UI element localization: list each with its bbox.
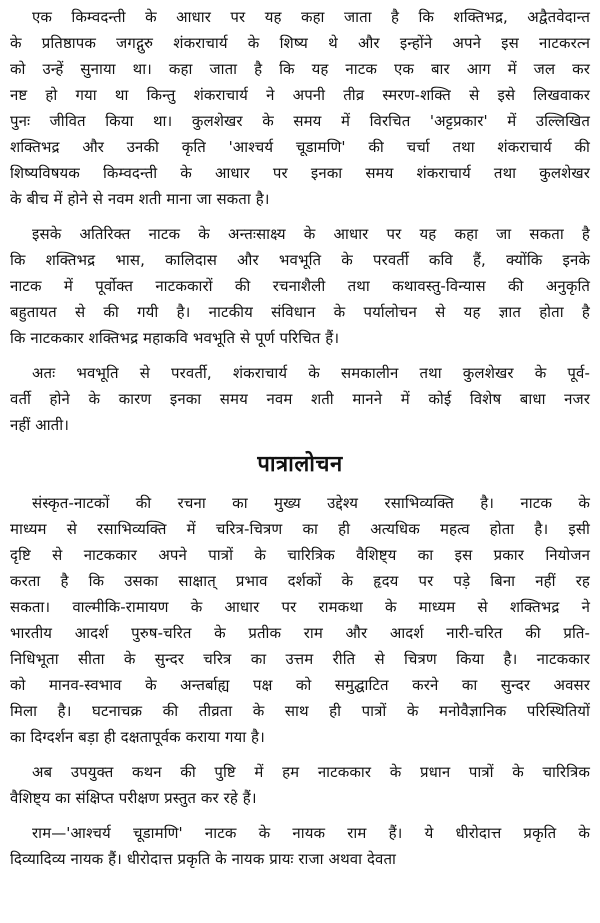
text-line: कि नाटककार शक्तिभद्र महाकवि भवभूति से पूर्ण परिचित हैं। bbox=[10, 329, 340, 347]
text-line: अब उपयुक्त कथन की पुष्टि में हम नाटककार के प्रधान पात्रों के चारित्रिक bbox=[32, 763, 590, 781]
text-line: को उन्हें सुनाया था। कहा जाता है कि यह नाटक एक बार आग में जल कर bbox=[10, 60, 590, 78]
text-line: कि शक्तिभद्र भास, कालिदास और भवभूति के परवर्ती कवि हैं, क्योंकि इनके bbox=[10, 251, 590, 269]
text-line: माध्यम से रसाभिव्यक्ति में चरित्र-चित्रण का ही अत्यधिक महत्व होता है। इसी bbox=[10, 520, 590, 538]
text-line: को मानव-स्वभाव के अन्तर्बाह्य पक्ष को समुद्घाटित करने का सुन्दर अवसर bbox=[10, 676, 590, 694]
text-line: करता है कि उसका साक्षात् प्रभाव दर्शकों के हृदय पर पड़े बिना नहीं रह bbox=[10, 572, 590, 590]
text-line: निधिभूता सीता के सुन्दर चरित्र का उत्तम रीति से चित्रण किया है। नाटककार bbox=[10, 650, 590, 668]
section-heading: पात्रालोचन bbox=[257, 452, 343, 477]
text-line: मिला है। घटनाचक्र की तीव्रता के साथ ही पात्रों के मनोवैज्ञानिक परिस्थितियों bbox=[10, 702, 590, 720]
text-line: राम—'आश्चर्य चूडामणि' नाटक के नायक राम हैं। ये धीरोदात्त प्रकृति के bbox=[32, 824, 590, 842]
text-line: शक्तिभद्र और उनकी कृति 'आश्चर्य चूडामणि' की चर्चा तथा शंकराचार्य की bbox=[10, 138, 590, 156]
text-line: भारतीय आदर्श पुरुष-चरित के प्रतीक राम और आदर्श नारी-चरित की प्रति- bbox=[10, 624, 590, 642]
text-line: एक किम्वदन्ती के आधार पर यह कहा जाता है कि शक्तिभद्र, अद्वैतवेदान्त bbox=[32, 8, 590, 26]
text-line: संस्कृत-नाटकों की रचना का मुख्य उद्देश्य रसाभिव्यक्ति है। नाटक के bbox=[32, 494, 590, 512]
analysis-paragraph bbox=[10, 490, 590, 750]
intro-paragraph bbox=[10, 4, 590, 212]
text-line: वैशिष्ट्य का संक्षिप्त परीक्षण प्रस्तुत कर रहे हैं। bbox=[10, 789, 257, 807]
text-line: दृष्टि से नाटककार अपने पात्रों के चारित्रिक वैशिष्ट्य का इस प्रकार नियोजन bbox=[10, 546, 590, 564]
character-analysis-section bbox=[10, 490, 590, 872]
text-line: दिव्यादिव्य नायक हैं। धीरोदात्त प्रकृति के नायक प्रायः राजा अथवा देवता bbox=[10, 850, 396, 868]
intro-section bbox=[10, 4, 590, 438]
text-line: का दिग्दर्शन बड़ा ही दक्षतापूर्वक कराया गया है। bbox=[10, 728, 265, 746]
text-line: इसके अतिरिक्त नाटक के अन्तःसाक्ष्य के आधार पर यह कहा जा सकता है bbox=[32, 225, 590, 243]
text-line: पुनः जीवित किया था। कुलशेखर के समय में विरचित 'अट्टप्रकार' में उल्लिखित bbox=[10, 112, 590, 130]
text-line: सकता। वाल्मीकि-रामायण के आधार पर रामकथा के माध्यम से शक्तिभद्र ने bbox=[10, 598, 590, 616]
intro-paragraph bbox=[10, 360, 590, 438]
text-line: नष्ट हो गया था किन्तु शंकराचार्य ने अपनी तीव्र स्मरण-शक्ति से इसे लिखवाकर bbox=[10, 86, 590, 104]
text-line: नहीं आती। bbox=[10, 416, 69, 434]
document-page bbox=[10, 4, 590, 881]
text-line: वर्ती होने के कारण इनका समय नवम शती मानने में कोई विशेष बाधा नजर bbox=[10, 390, 590, 408]
analysis-paragraph bbox=[10, 759, 590, 811]
text-line: बहुतायत से की गयी है। नाटकीय संविधान के पर्यालोचन से यह ज्ञात होता है bbox=[10, 303, 590, 321]
text-line: नाटक में पूर्वोक्त नाटककारों की रचनाशैली तथा कथावस्तु-विन्यास की अनुकृति bbox=[10, 277, 590, 295]
text-line: शिष्यविषयक किम्वदन्ती के आधार पर इनका समय शंकराचार्य तथा कुलशेखर bbox=[10, 164, 590, 182]
text-line: अतः भवभूति से परवर्ती, शंकराचार्य के समकालीन तथा कुलशेखर के पूर्व- bbox=[32, 364, 590, 382]
analysis-paragraph bbox=[10, 820, 590, 872]
text-line: के बीच में होने से नवम शती माना जा सकता है। bbox=[10, 190, 270, 208]
intro-paragraph bbox=[10, 221, 590, 351]
text-line: के प्रतिष्ठापक जगद्गुरु शंकराचार्य के शिष्य थे और इन्होंने अपने इस नाटकरत्न bbox=[10, 34, 590, 52]
